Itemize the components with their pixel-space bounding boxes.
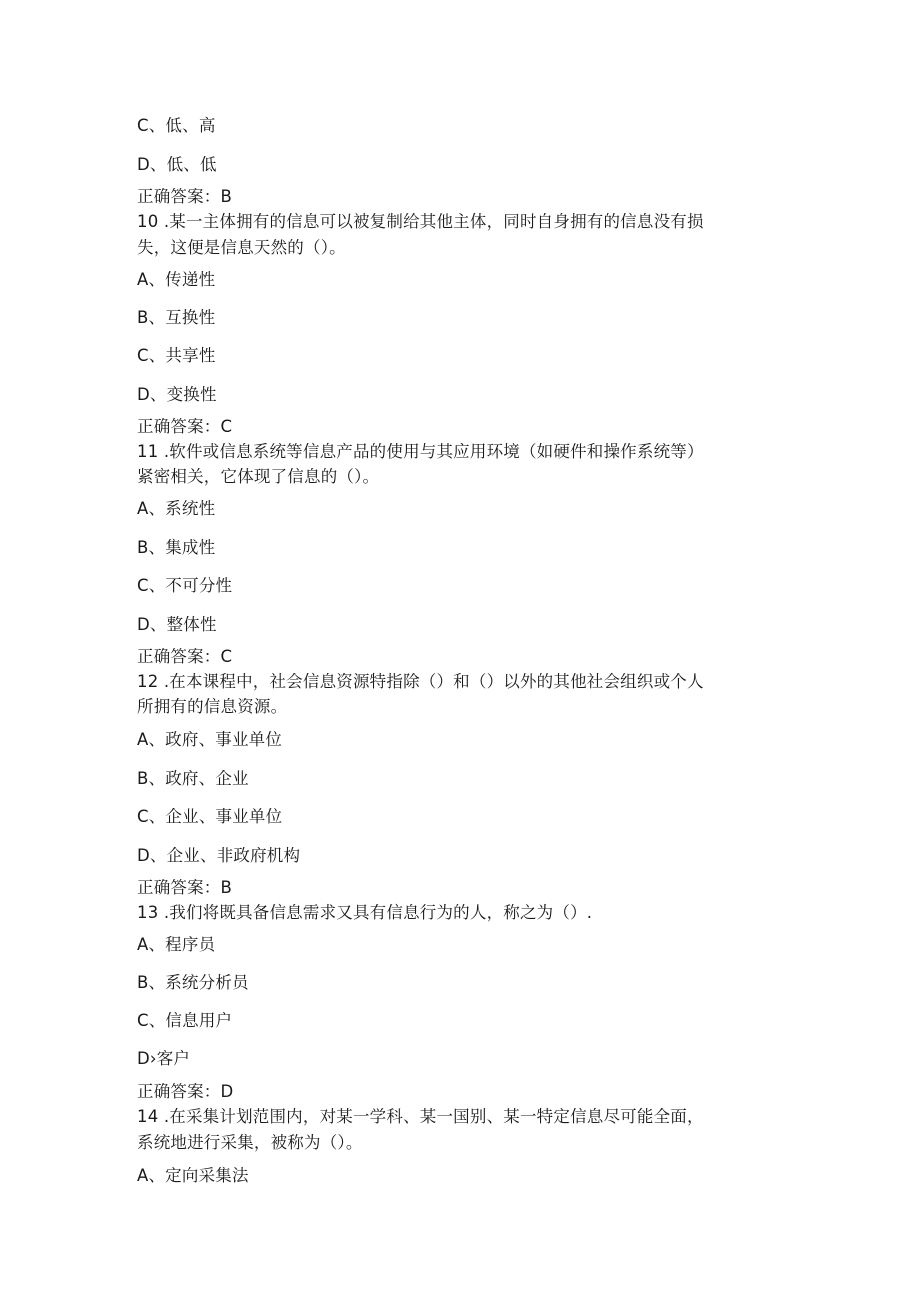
question-line: 10 .某一主体拥有的信息可以被复制给其他主体，同时自身拥有的信息没有损 bbox=[137, 212, 704, 231]
option-line: A、定向采集法 bbox=[137, 1166, 249, 1185]
option-line: A、政府、事业单位 bbox=[137, 730, 283, 749]
answer-line: 正确答案：D bbox=[137, 1082, 234, 1101]
option-line: C、共享性 bbox=[137, 346, 216, 365]
option-line: A、程序员 bbox=[137, 935, 216, 954]
question-line: 14 .在采集计划范围内，对某一学科、某一国别、某一特定信息尽可能全面， bbox=[137, 1107, 704, 1126]
option-line: D›客户 bbox=[137, 1049, 191, 1068]
answer-line: 正确答案：C bbox=[137, 647, 233, 666]
question-line: 系统地进行采集，被称为（）。 bbox=[137, 1133, 363, 1152]
option-line: B、互换性 bbox=[137, 308, 216, 327]
option-line: A、系统性 bbox=[137, 499, 216, 518]
option-line: C、低、高 bbox=[137, 116, 216, 135]
option-line: D、变换性 bbox=[137, 385, 217, 404]
question-line: 紧密相关，它体现了信息的（）。 bbox=[137, 467, 380, 486]
option-line: C、企业、事业单位 bbox=[137, 807, 283, 826]
question-line: 12 .在本课程中，社会信息资源特指除（）和（）以外的其他社会组织或个人 bbox=[137, 672, 704, 691]
question-line: 11 .软件或信息系统等信息产品的使用与其应用环境（如硬件和操作系统等） bbox=[137, 442, 704, 461]
option-line: B、集成性 bbox=[137, 538, 216, 557]
option-line: A、传递性 bbox=[137, 270, 216, 289]
option-line: D、企业、非政府机构 bbox=[137, 846, 301, 865]
option-line: D、低、低 bbox=[137, 155, 217, 174]
option-line: C、信息用户 bbox=[137, 1011, 233, 1030]
option-line: B、政府、企业 bbox=[137, 769, 249, 788]
answer-line: 正确答案：B bbox=[137, 187, 233, 206]
answer-line: 正确答案：B bbox=[137, 878, 233, 897]
question-line: 13 .我们将既具备信息需求又具有信息行为的人，称之为（）. bbox=[137, 903, 593, 922]
option-line: B、系统分析员 bbox=[137, 973, 249, 992]
option-line: D、整体性 bbox=[137, 615, 217, 634]
question-line: 失，这便是信息天然的（）。 bbox=[137, 238, 346, 257]
question-line: 所拥有的信息资源。 bbox=[137, 697, 288, 716]
answer-line: 正确答案：C bbox=[137, 417, 233, 436]
option-line: C、不可分性 bbox=[137, 576, 233, 595]
